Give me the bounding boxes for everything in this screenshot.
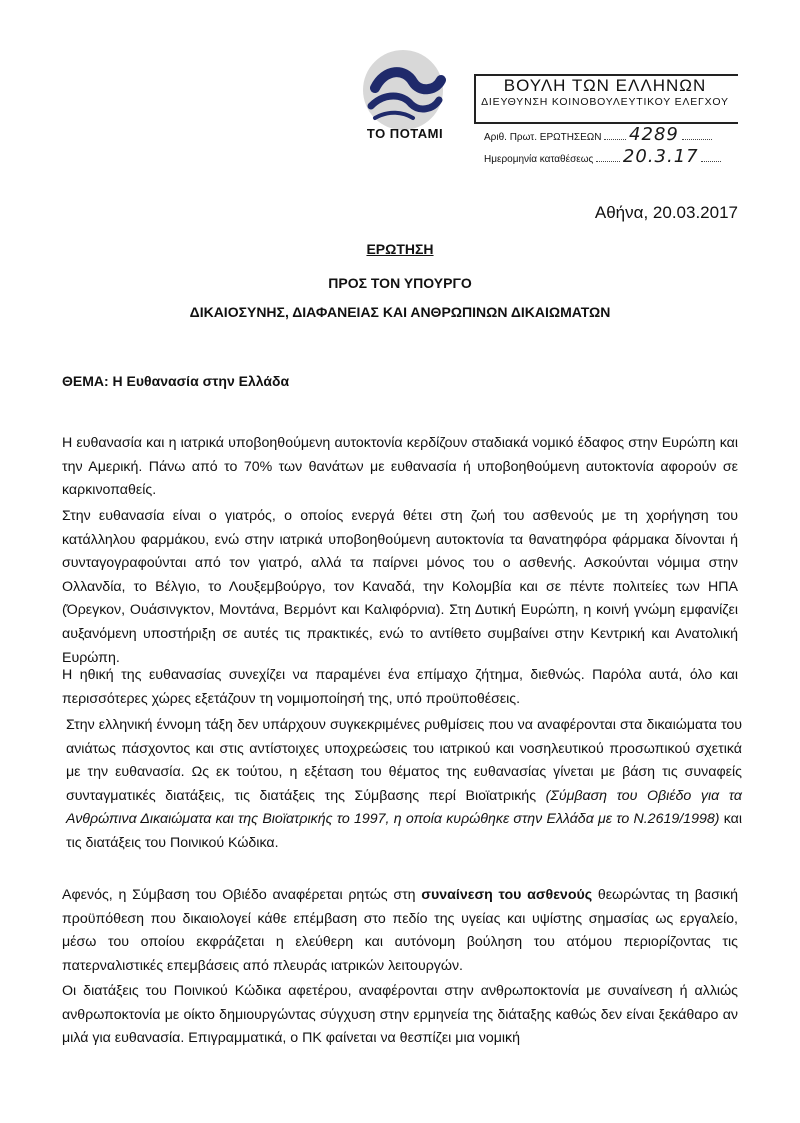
paragraph-1: [62, 432, 738, 503]
paragraph-text-part: Αφενός, η Σύμβαση του Οβιέδο αναφέρεται ρητώς στη: [62, 887, 422, 903]
document-date: Αθήνα, 20.03.2017: [594, 203, 738, 222]
stamp-number-row: [484, 124, 712, 145]
stamp-title: ΒΟΥΛΗ ΤΩΝ ΕΛΛΗΝΩΝ: [503, 76, 707, 95]
paragraph-text: Στην ευθανασία είναι ο γιατρός, ο οποίος ενεργά θέτει στη ζωή του ασθενούς με τη χορήγηση του κατάλληλου φαρμάκου, ενώ στην ιατρικά υποβοηθούμενη αυτοκτονία τα θανατηφόρα φάρμακα δίνονται ή συνταγογραφούνται από τον γιατρό, αλλά τα παίρνει μόνος του ο ασθενής. Ασκούνται νόμιμα στην Ολλανδία, το Βέλγιο, το Λουξεμβούργο, τον Καναδά, την Κολομβία και σε πέντε πολιτείες των ΗΠΑ (Όρεγκον, Ουάσινγκτον, Μοντάνα, Βερμόντ και Καλιφόρνια). Στη Δυτική Ευρώπη, η κοινή γνώμη εμφανίζει αυξανόμενη υποστήριξη σε αυτές τις πρακτικές, ενώ το αντίθετο συμβαίνει στην Κεντρική και Ανατολική Ευρώπη.: [62, 508, 738, 666]
convention-citation: (Σύμβαση του Οβιέδο για τα Ανθρώπινα Δικαιώματα και της Βιοϊατρικής το 1997, η οποία κυρώθηκε στην Ελλάδα με το Ν.2619/1998): [66, 787, 742, 828]
paragraph-3: [62, 664, 738, 711]
stamp-date-value: 20.3.17: [622, 146, 699, 167]
stamp-subtitle: ΔΙΕΥΘΥΝΣΗ ΚΟΙΝΟΒΟΥΛΕΥΤΙΚΟΥ ΕΛΕΓΧΟΥ: [481, 96, 729, 108]
paragraph-6: [62, 980, 738, 1051]
document-title: ΕΡΩΤΗΣΗ: [366, 241, 434, 257]
stamp-date-row: [484, 146, 721, 167]
logo-text: ΤΟ ΠΟΤΑΜΙ: [366, 126, 444, 141]
paragraph-text: Η ηθική της ευθανασίας συνεχίζει να παραμένει ένα επίμαχο ζήτημα, διεθνώς. Παρόλα αυτά, όλο και περισσότερες χώρες εξετάζουν τη νομιμοποίησή της, υπό προϋποθέσεις.: [62, 667, 738, 707]
paragraph-5: [62, 884, 738, 978]
paragraph-text-part: και τις διατάξεις του Ποινικού Κώδικα.: [66, 811, 742, 851]
stamp-number-label: Αριθ. Πρωτ. ΕΡΩΤΗΣΕΩΝ: [484, 132, 602, 143]
paragraph-2: [62, 505, 738, 670]
paragraph-text: Οι διατάξεις του Ποινικού Κώδικα αφετέρου, αναφέρονται στην ανθρωποκτονία με συναίνεση ή αλλιώς ανθρωποκτονία με οίκτο δημιουργώντας σύγχυση στην ερμηνεία της διάταξης καθώς δεν είναι ξεκάθαρο αν μιλά για ευθανασία. Επιγραμματικά, ο ΠΚ φαίνεται να θεσπίζει μια νομική: [62, 983, 738, 1047]
ministry-line: ΔΙΚΑΙΟΣΥΝΗΣ, ΔΙΑΦΑΝΕΙΑΣ ΚΑΙ ΑΝΘΡΩΠΙΝΩΝ ΔΙΚΑΙΩΜΑΤΩΝ: [189, 304, 611, 320]
stamp-number-value: 4289: [629, 124, 679, 145]
paragraph-text: Η ευθανασία και η ιατρικά υποβοηθούμενη αυτοκτονία κερδίζουν σταδιακά νομικό έδαφος στην Ευρώπη και την Αμερική. Πάνω από το 70% των θανάτων με ευθανασία ή υποβοηθούμενη αυτοκτονία αφορούν σε καρκινοπαθείς.: [62, 435, 738, 499]
paragraph-text-part: θεωρώντας τη βασική προϋπόθεση που δικαιολογεί κάθε επέμβαση στο πεδίο της υγείας και υψίστης σημασίας ως εργαλείο, μέσω του οποίου εκφράζεται η ελεύθερη και αυτόνομη βούληση του ατόμου περιορίζοντας τις πατερναλιστικές επεμβάσεις από πλευράς ιατρικών λειτουργών.: [62, 887, 738, 974]
paragraph-text-part: Στην ελληνική έννομη τάξη δεν υπάρχουν συγκεκριμένες ρυθμίσεις που να αναφέρονται στα δικαιώματα του ανιάτως πάσχοντος και στις αντίστοιχες υποχρεώσεις του ιατρικού και νοσηλευτικού προσωπικού σχετικά με την ευθανασία. Ως εκ τούτου, η εξέταση του θέματος της ευθανασίας γίνεται με βάση τις συναφείς συνταγματικές διατάξεις, τις διατάξεις της Σύμβασης περί Βιοϊατρικής: [66, 717, 742, 804]
recipient-line: ΠΡΟΣ ΤΟΝ ΥΠΟΥΡΓΟ: [328, 275, 472, 291]
party-logo: [345, 48, 465, 148]
paragraph-text: [62, 884, 738, 978]
parliament-stamp: [474, 74, 738, 170]
emphasis-consent: συναίνεση του ασθενούς: [421, 887, 593, 903]
stamp-date-label: Ημερομηνία καταθέσεως: [484, 154, 594, 165]
paragraph-4: [62, 714, 742, 856]
subject-line: ΘΕΜΑ: Η Ευθανασία στην Ελλάδα: [62, 373, 290, 389]
paragraph-text: [66, 714, 742, 856]
